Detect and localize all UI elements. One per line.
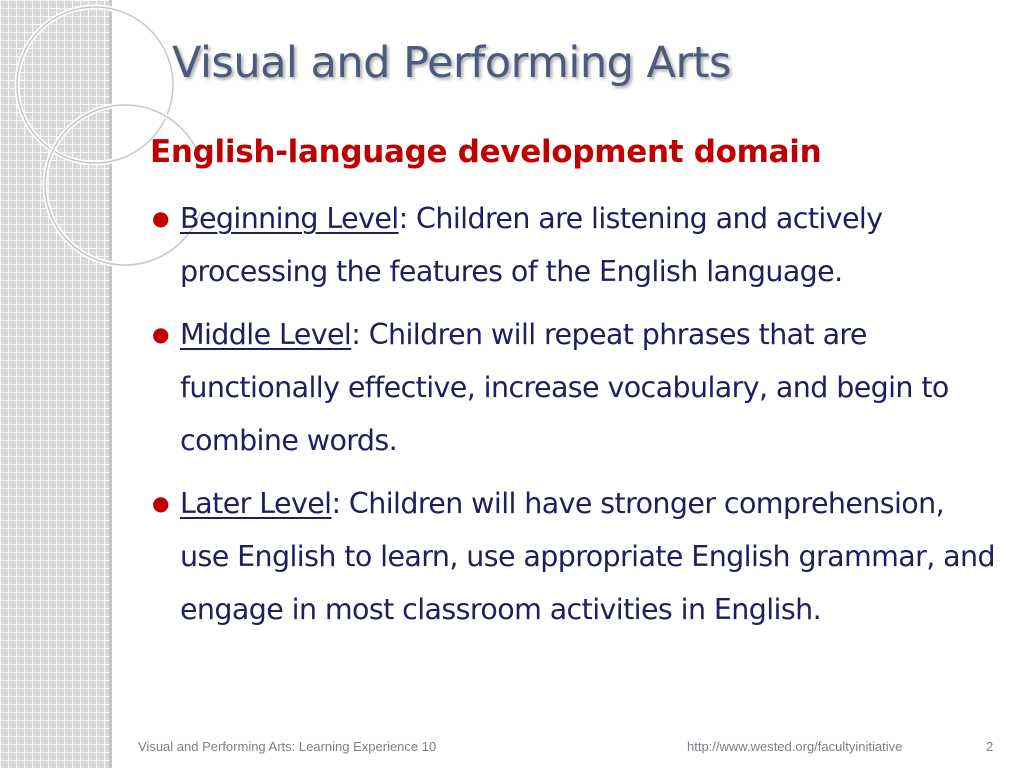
- bullet-term: Later Level: [180, 487, 332, 520]
- bullet-list: [150, 192, 1000, 646]
- bullet-dot-icon: ●: [152, 491, 169, 515]
- bullet-dot-icon: ●: [152, 206, 169, 230]
- bullet-dot-icon: ●: [152, 322, 169, 346]
- slide-title: Visual and Performing Arts: [172, 38, 731, 88]
- slide-subheading: English-language development domain: [150, 134, 822, 170]
- footer-url-link[interactable]: http://www.wested.org/facultyinitiative: [687, 739, 903, 754]
- footer-caption: Visual and Performing Arts: Learning Experience 10: [138, 739, 437, 754]
- bullet-item-middle-level: [150, 308, 1000, 467]
- bullet-term: Beginning Level: [180, 202, 399, 235]
- bullet-term: Middle Level: [180, 318, 352, 351]
- bullet-text: : Children are listening and actively processing the features of the English language.: [180, 202, 883, 288]
- bullet-item-beginning-level: [150, 192, 1000, 298]
- bullet-item-later-level: [150, 477, 1000, 636]
- page-number: 2: [986, 739, 994, 754]
- bullet-text: : Children will have stronger comprehension, use English to learn, use appropriate English grammar, and engage in most classroom activities in English.: [180, 487, 995, 626]
- bullet-text: : Children will repeat phrases that are functionally effective, increase vocabulary, and begin to combine words.: [180, 318, 949, 457]
